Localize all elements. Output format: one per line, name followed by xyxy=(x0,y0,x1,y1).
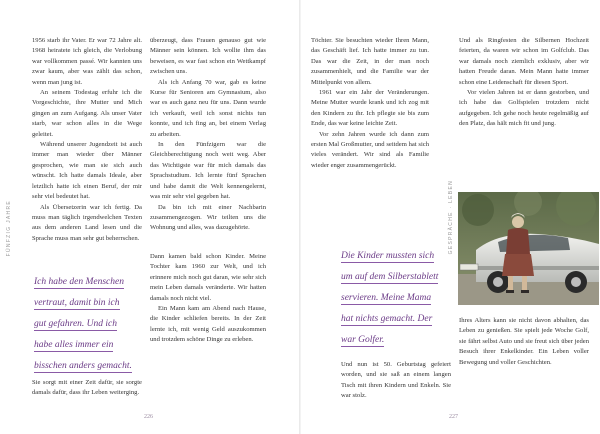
right-column-2 xyxy=(459,36,589,178)
quote-line: vertraut, damit bin ich xyxy=(34,298,120,308)
paragraph: Vor zehn Jahren wurde ich dann zum ersten Mal Großmutter, und seitdem hat sich vieles verändert. Wir sind als Familie wieder enger zusammengerückt. xyxy=(311,130,429,169)
pull-quote-right xyxy=(341,246,453,351)
quote-line: war Golfer. xyxy=(341,335,385,345)
right-column-1 xyxy=(311,36,429,212)
quote-line: Die Kinder mussten sich xyxy=(341,251,435,261)
paragraph: Vor vielen Jahren ist er dann gestorben, und ich habe das Golfspielen trotzdem nicht aufgegeben. Ich gehe noch heute regelmäßig auf den Platz, das hält mich fit und jung. xyxy=(459,89,589,128)
paragraph: Ihres Alters kann sie nicht davon abhalten, das Leben zu genießen. Sie spielt jede Woche Golf, sie fährt selbst Auto und sie freut sich über jeden Besuch ihrer Enkelkinder. Ein Leben voller Bewegung und voller Geschichten. xyxy=(459,317,589,366)
quote-line: Ich habe den Menschen xyxy=(34,277,124,287)
paragraph: In den Fünfzigern war die Gleichberechtigung noch weit weg. Aber das Wichtigste war für mich damals das Sprachstudium. Ich lernte fünf Sprachen und habe damit die Welt kennengelernt, was mir sehr viel gegeben hat. xyxy=(150,141,266,201)
paragraph: Töchter. Sie besuchten wieder Ihren Mann, das Geschäft lief. Ich hatte immer zu tun. Das war die Zeit, in der man noch zusammenhielt, und die Familie war der Mittelpunkt von allem. xyxy=(311,37,429,86)
left-running-head: FÜNFZIG JAHRE xyxy=(6,200,12,257)
woman-with-car-photo xyxy=(458,192,599,305)
quote-line: habe alles immer ein xyxy=(34,340,114,350)
right-column-1-tail xyxy=(341,360,451,400)
left-column-1 xyxy=(32,36,142,252)
paragraph: überzeugt, dass Frauen genauso gut wie Männer sein können. Ich wollte ihm das beweisen, es war fast schon ein Wettkampf zwischen uns. xyxy=(150,37,266,76)
paragraph: Sie sorgt mit einer Zeit dafür, sie sorgte damals dafür, dass ihr Leben weiterging. xyxy=(32,379,142,397)
right-column-2-bottom xyxy=(459,316,589,402)
right-page xyxy=(301,0,600,434)
paragraph: 1956 starb ihr Vater. Er war 72 Jahre alt. 1968 heiratete ich gleich, die Verlobung war vollkommen passé. Wir kannten uns zwar kaum, aber was zählt das schon, wenn man jung ist. xyxy=(32,37,142,86)
left-page xyxy=(0,0,299,434)
quote-line: bisschen anders gemacht. xyxy=(34,361,132,371)
pull-quote-left xyxy=(34,272,144,377)
page-number-left: 226 xyxy=(144,414,153,420)
left-column-1-tail xyxy=(32,378,142,400)
quote-line: um auf dem Silberstablett xyxy=(341,272,439,282)
paragraph: An seinem Todestag erfuhr ich die Vorgeschichte, ihre Mutter und Mich gingen an zum Aufgang. Als unser Vater starb, war schon alles in die Wege geleitet. xyxy=(32,89,142,138)
left-column-2-bottom xyxy=(150,252,266,400)
left-column-2 xyxy=(150,36,266,244)
paragraph: Dann kamen bald schon Kinder. Meine Tochter kam 1960 zur Welt, und ich erinnere mich noch gut daran, wie sehr sich mein Leben damals veränderte. Wir hatten damals noch nicht viel. xyxy=(150,253,266,302)
paragraph: Als ich Anfang 70 war, gab es keine Kurse für Senioren am Gymnasium, also war es auch ganz neu für uns. Dann wurde ich verkauft, weil ich sonst nichts tun konnte, und ich fing an, bei einem Verlag zu arbeiten. xyxy=(150,78,266,138)
paragraph: Während unserer Jugendzeit ist auch immer man wieder über Männer gesprochen, wie man sie sich auch wünscht. Ich hatte damals Ideale, aber letztlich hatte ich einen Beruf, der mir sehr viel bedeutet hat. xyxy=(32,141,142,201)
quote-line: hat nichts gemacht. Der xyxy=(341,314,433,324)
paragraph: 1961 war ein Jahr der Veränderungen. Meine Mutter wurde krank und ich zog mit den Kindern zu ihr. Ich pflegte sie bis zum Ende, das war keine leichte Zeit. xyxy=(311,89,429,128)
right-running-head: GESPRÄCHE · LEBEN xyxy=(448,180,454,255)
paragraph: Als Übersetzerin war ich fertig. Da muss man täglich irgendwelchen Texten aus dem anderen Land lesen und die Sprache muss man sehr gut beherrschen. xyxy=(32,203,142,242)
page-number-right: 227 xyxy=(449,414,458,420)
paragraph: Und nun ist 50. Geburtstag gefeiert worden, und sie saß an einem langen Tisch mit ihren Kindern und Enkeln. Sie war stolz. xyxy=(341,361,451,400)
quote-line: gut gefahren. Und ich xyxy=(34,319,118,329)
portrait-photo xyxy=(458,192,599,305)
paragraph: Ein Mann kam am Abend nach Hause, die Kinder schliefen bereits. In der Zeit lernte ich, mit wenig Geld auszukommen und trotzdem schöne Dinge zu erleben. xyxy=(150,305,266,344)
quote-line: servieren. Meine Mama xyxy=(341,293,432,303)
paragraph: Da bin ich mit einer Nachbarin zusammengezogen. Wir teilten uns die Wohnung und alles, was dazugehörte. xyxy=(150,203,266,232)
paragraph: Und als Ringfesten die Silbernen Hochzeit feierten, da waren wir schon im Golfclub. Das war damals noch ziemlich exklusiv, aber wir hatten Freude daran. Mein Mann hatte immer schon eine Leidenschaft für diesen Sport. xyxy=(459,37,589,86)
